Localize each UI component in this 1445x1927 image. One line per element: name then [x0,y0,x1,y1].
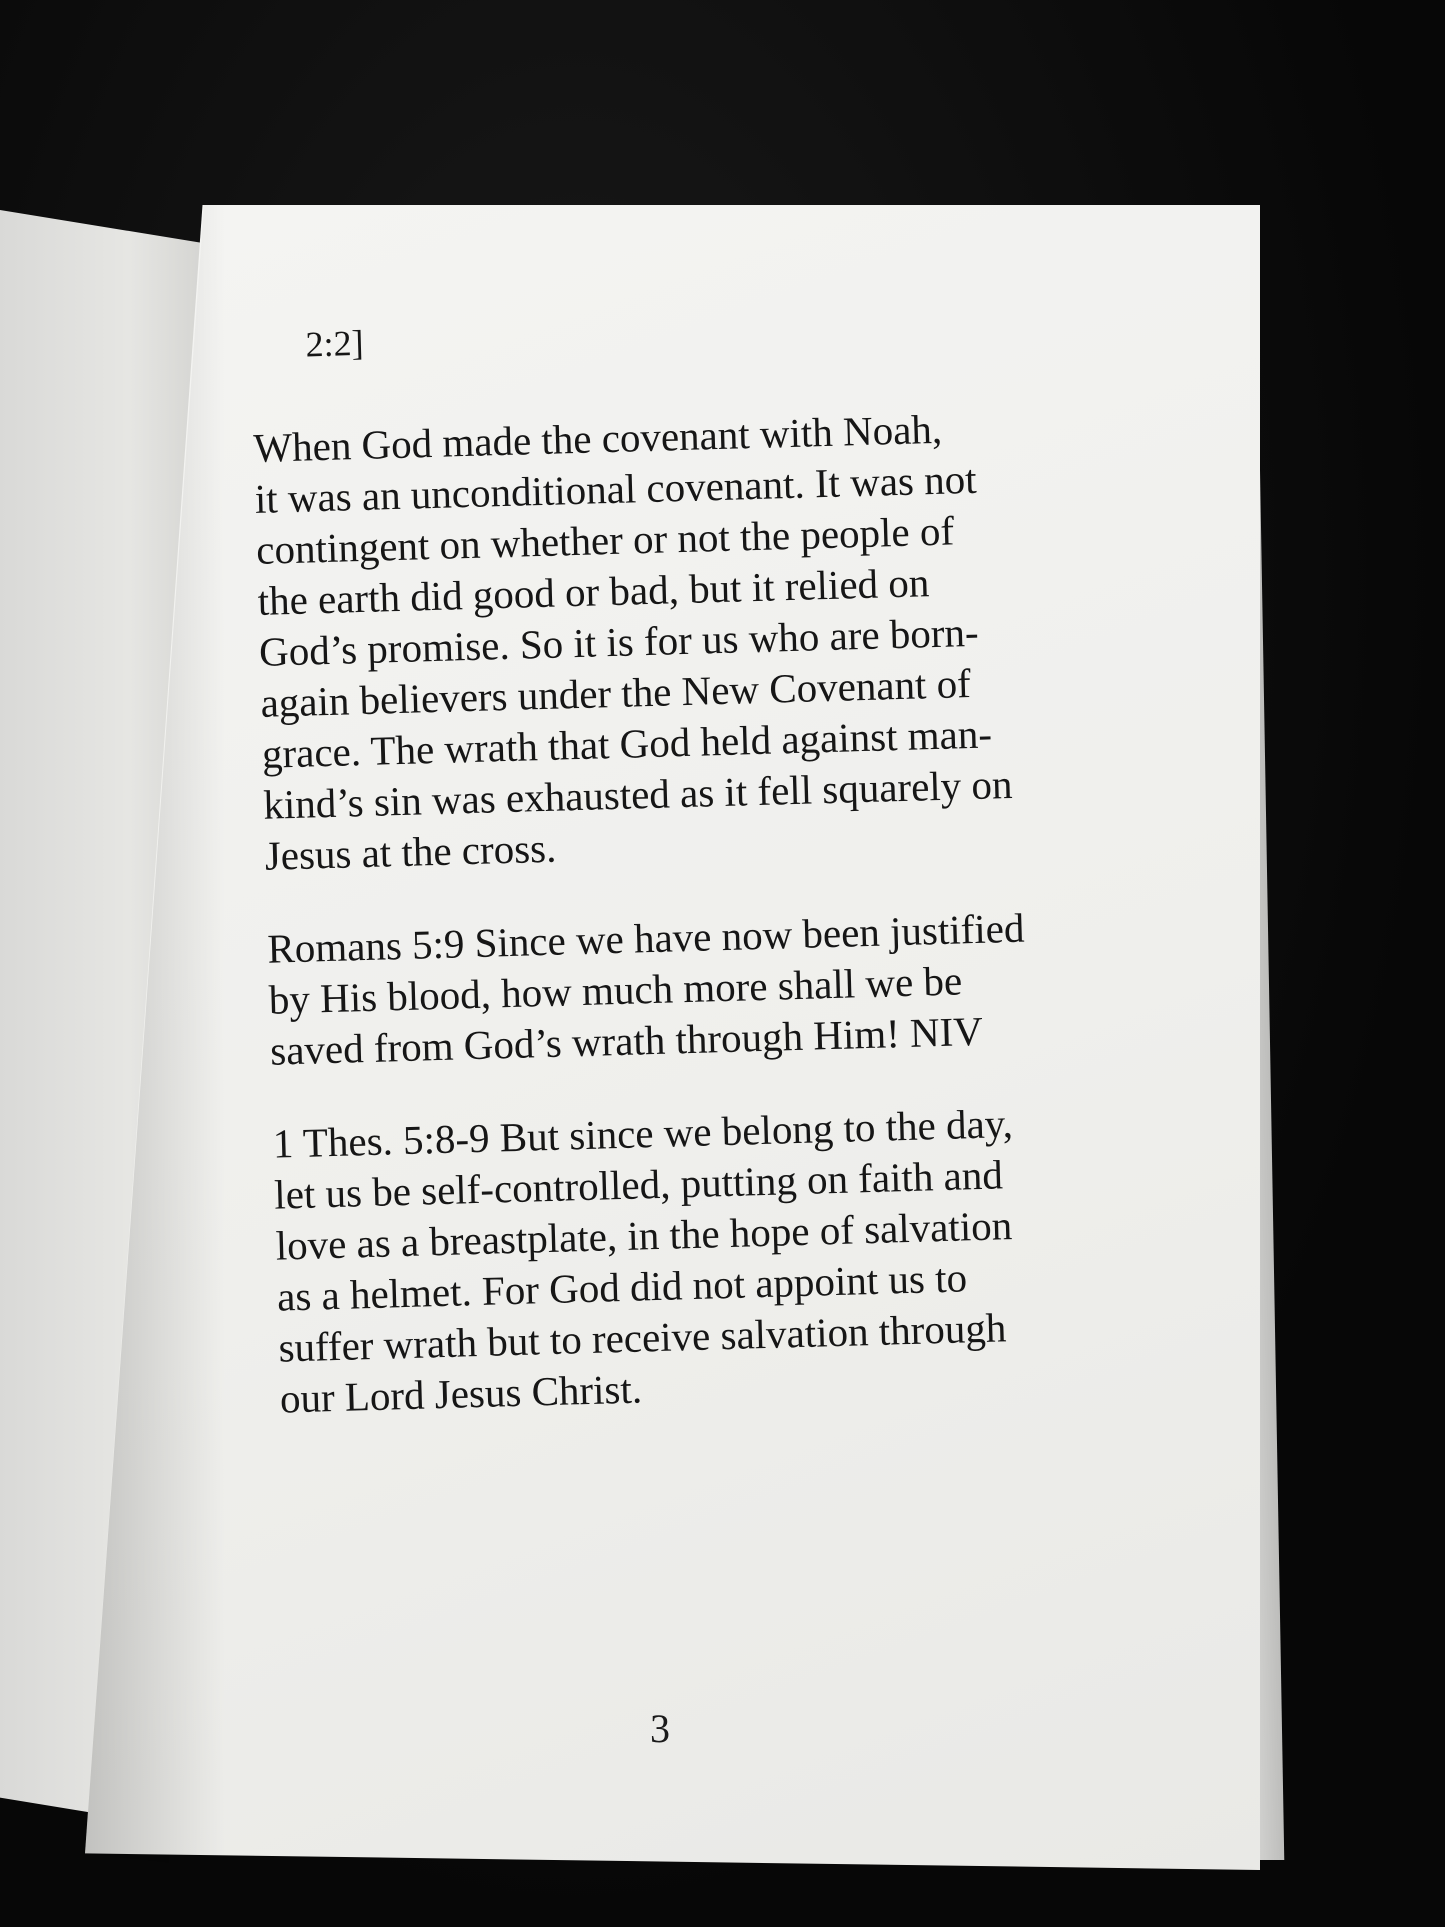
paragraph-thessalonians: 1 Thes. 5:8-9 But since we belong to the day, let us be self-controlled, putting on faith and love as a breastplate, in the hope of salvation as a helmet. For God did not appoint us to suffer wrath but to receive salvation through our Lord Jesus Christ. [272,1100,1014,1422]
page-text-block [250,300,1162,1466]
continuation-reference: 2:2] [305,322,365,365]
page-number: 3 [650,1706,670,1751]
paragraph-covenant: When God made the covenant with Noah, it was an unconditional covenant. It was not contingent on whether or not the people of the earth did good or bad, but it relied on God’s promise. So it is for us who are born- again believers under the New Covenant of grace. The wrath that God held against man- kind’s sin was exhausted as it fell squarely on Jesus at the cross. [252,405,1014,879]
paragraph-romans: Romans 5:9 Since we have now been justified by His blood, how much more shall we be saved from God’s wrath through Him! NIV [266,904,1025,1074]
